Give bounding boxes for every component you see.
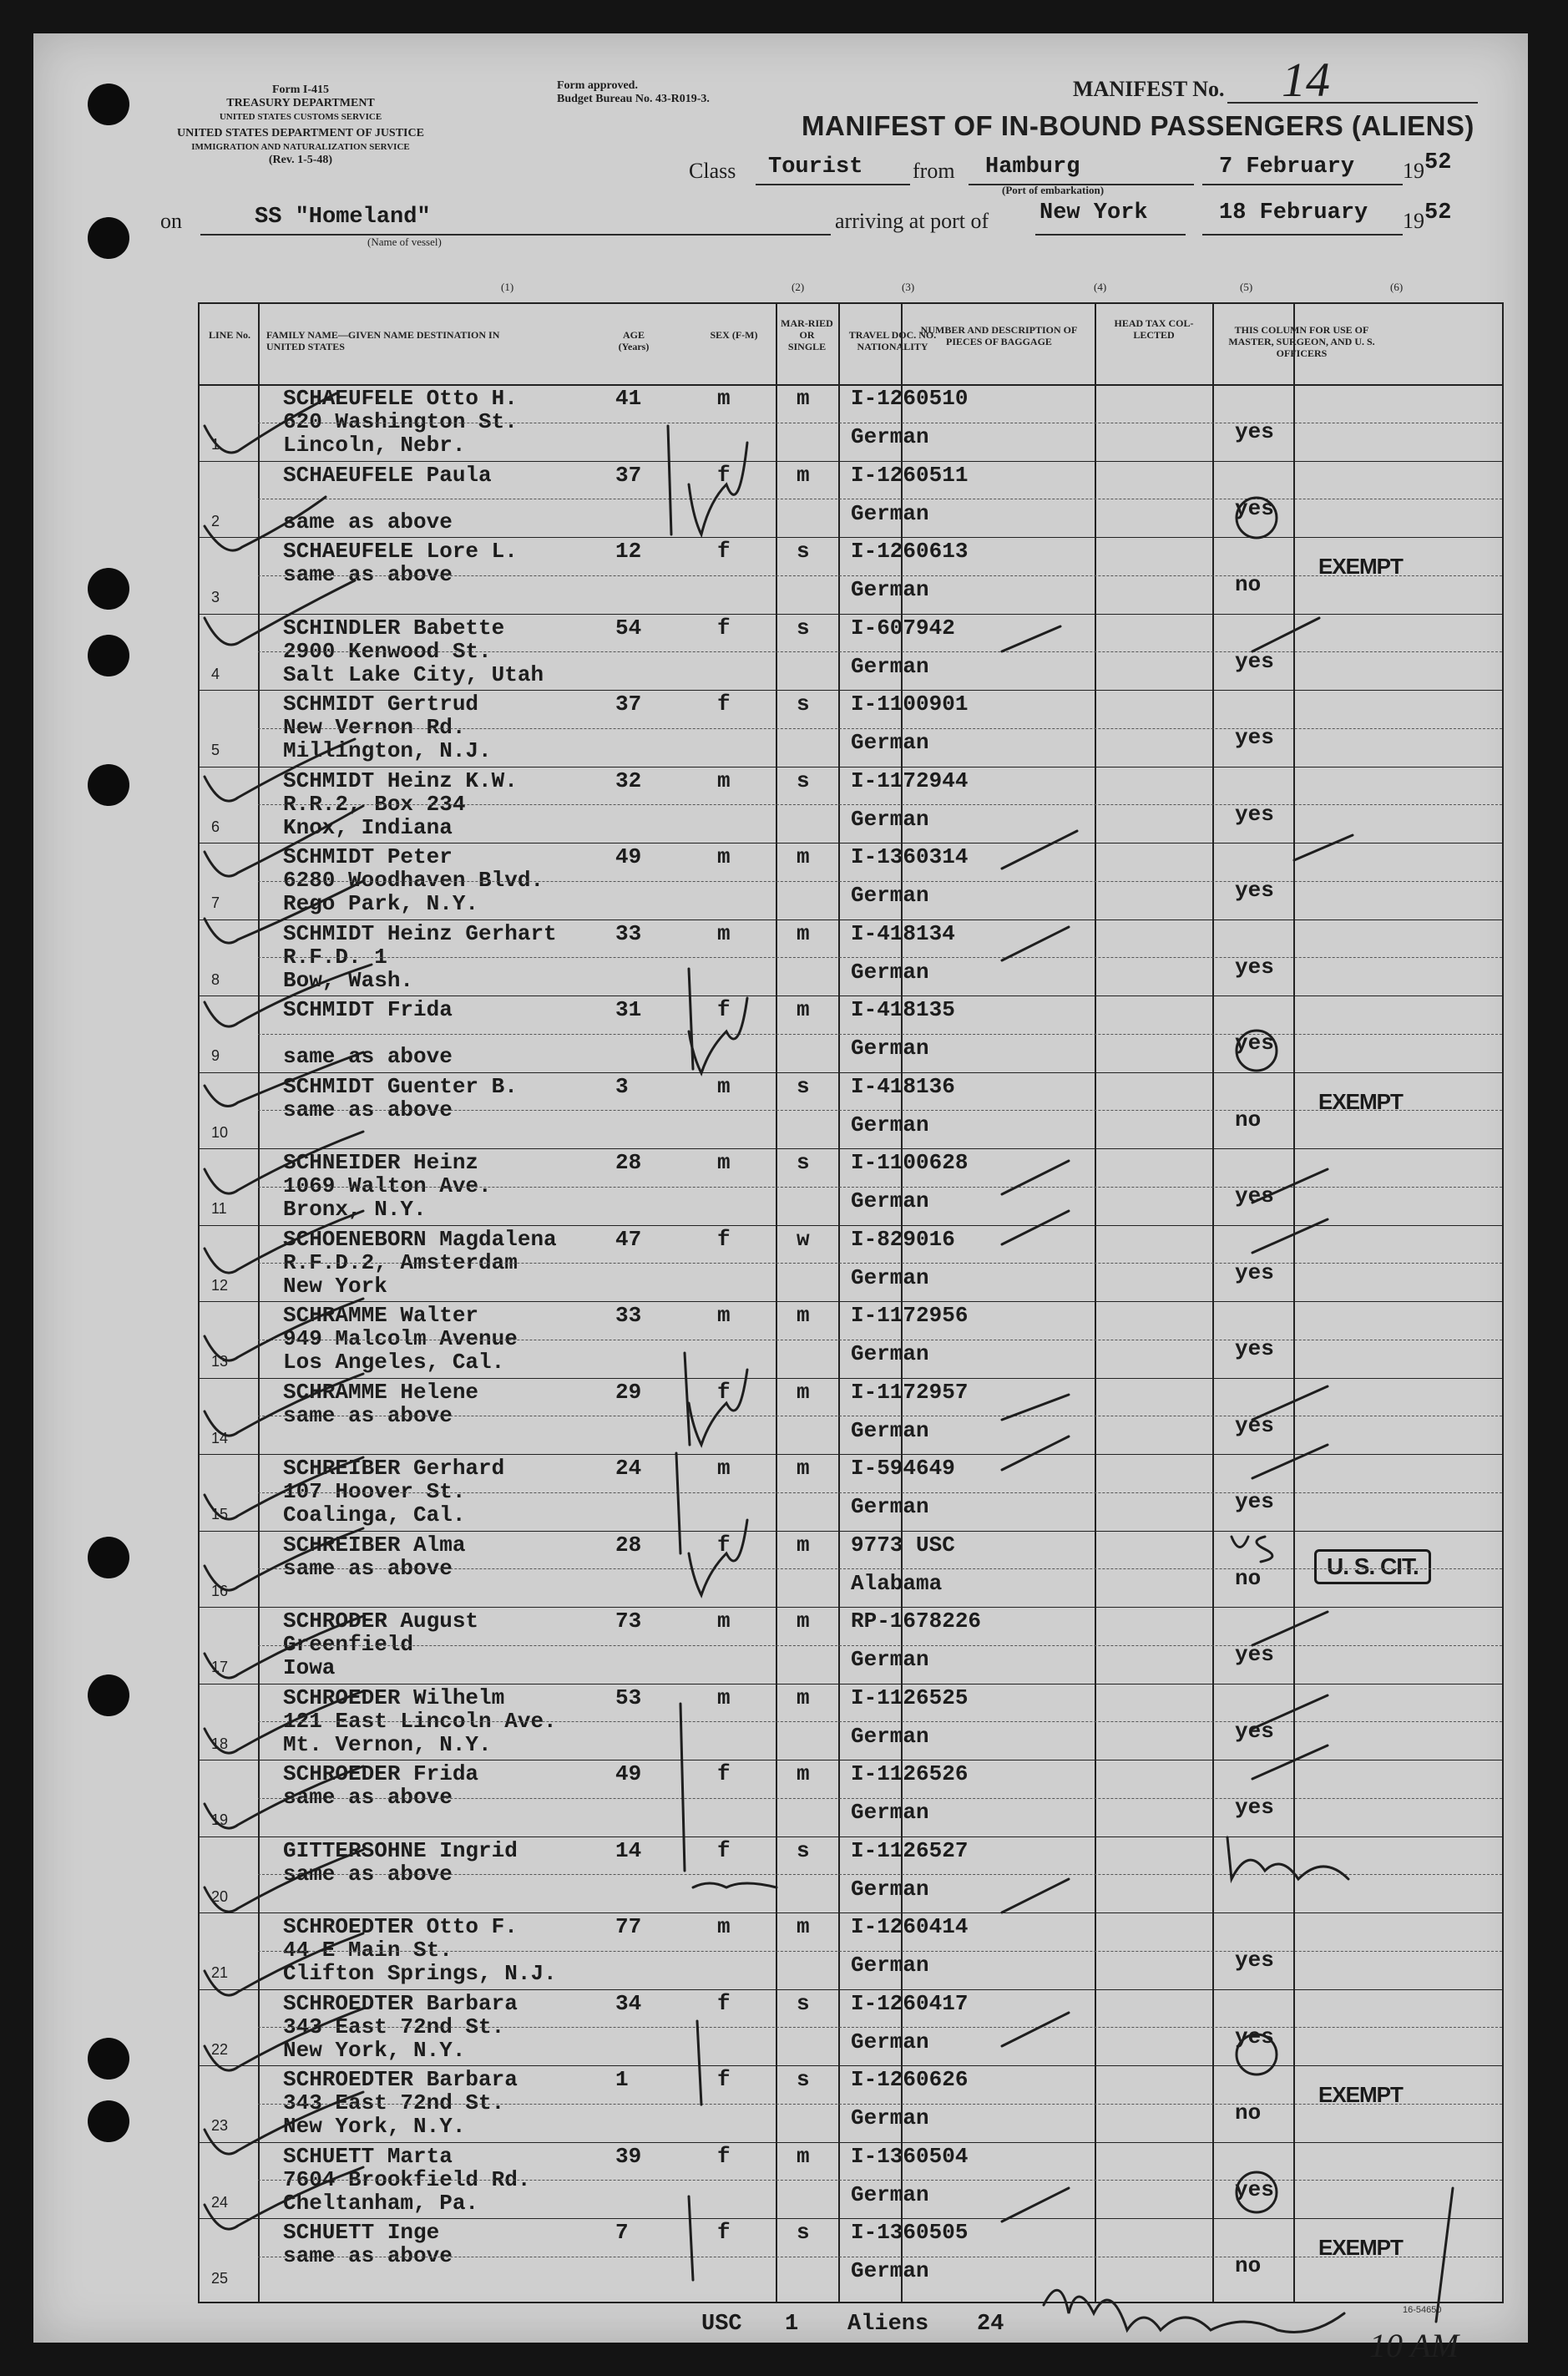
line-number: 23	[211, 2117, 229, 2134]
address-line-2: Iowa	[283, 1655, 336, 1680]
age: 28	[615, 1150, 642, 1175]
nationality: German	[851, 1953, 929, 1978]
sex: f	[717, 615, 731, 641]
officer-stamp: EXEMPT	[1318, 1088, 1403, 1114]
head-tax: yes	[1235, 1412, 1274, 1438]
passenger-name: SCHMIDT Heinz K.W.	[283, 768, 518, 793]
age: 7	[615, 2220, 629, 2245]
address-line-1: R.F.D.2, Amsterdam	[283, 1249, 518, 1275]
address-line-1: 343 East 72nd St.	[283, 2014, 505, 2039]
justice-dept: UNITED STATES DEPARTMENT OF JUSTICE	[177, 127, 424, 139]
marital-status: m	[797, 1532, 810, 1558]
address-line-2: Los Angeles, Cal.	[283, 1350, 505, 1375]
age: 34	[615, 1990, 642, 2016]
officer-stamp: EXEMPT	[1318, 2235, 1403, 2260]
marital-status: s	[797, 2067, 810, 2092]
travel-doc-no: I-1172957	[851, 1379, 969, 1405]
marital-status: m	[797, 1456, 810, 1481]
head-tax: yes	[1235, 2176, 1274, 2202]
passenger-name: GITTERSOHNE Ingrid	[283, 1837, 518, 1863]
manifest-no-value: 14	[1282, 53, 1330, 107]
line-number: 16	[211, 1582, 229, 1599]
passenger-name: SCHOENEBORN Magdalena	[283, 1226, 557, 1252]
officer-stamp: EXEMPT	[1318, 2082, 1403, 2107]
age: 3	[615, 1073, 629, 1099]
col-head-baggage: NUMBER AND DESCRIPTION OF PIECES OF BAGGAGE	[920, 324, 1078, 347]
col-head-name: FAMILY NAME—GIVEN NAME DESTINATION IN UNITED STATES	[266, 329, 500, 352]
nationality: German	[851, 2029, 929, 2054]
travel-doc-no: I-1360504	[851, 2143, 969, 2169]
marital-status: s	[797, 692, 810, 717]
sex: m	[717, 386, 731, 411]
address-line-1: 7604 Brookfield Rd.	[283, 2166, 531, 2192]
vessel-caption: (Name of vessel)	[367, 236, 442, 248]
column-number-4: (4)	[1094, 281, 1107, 293]
passenger-name: SCHMIDT Guenter B.	[283, 1073, 518, 1099]
nationality: German	[851, 1417, 929, 1443]
nationality: German	[851, 1494, 929, 1519]
sex: f	[717, 1761, 731, 1786]
nationality: German	[851, 1188, 929, 1213]
nationality: German	[851, 1876, 929, 1902]
address-line-2: same as above	[283, 509, 453, 534]
address-line-2: New York	[283, 1273, 387, 1299]
marital-status: s	[797, 2220, 810, 2245]
sex: f	[717, 1226, 731, 1252]
col-head-headtax: HEAD TAX COL-LECTED	[1114, 317, 1194, 341]
line-number: 10	[211, 1123, 229, 1141]
travel-doc-no: I-607942	[851, 615, 955, 641]
depart-year: 52	[1424, 150, 1452, 175]
travel-doc-no: 9773 USC	[851, 1532, 955, 1558]
passenger-name: SCHAEUFELE Otto H.	[283, 386, 518, 411]
line-number: 20	[211, 1887, 229, 1905]
head-tax: yes	[1235, 954, 1274, 980]
head-tax: no	[1235, 2100, 1262, 2125]
travel-doc-no: I-418136	[851, 1073, 955, 1099]
col-head-married: MAR-RIED OR SINGLE	[781, 317, 833, 352]
travel-doc-no: I-1260417	[851, 1990, 969, 2016]
line-number: 6	[211, 818, 220, 835]
marital-status: m	[797, 1379, 810, 1405]
sex: m	[717, 1684, 731, 1710]
passenger-name: SCHROEDER Wilhelm	[283, 1684, 505, 1710]
column-number-2: (2)	[792, 281, 805, 293]
passenger-name: SCHAEUFELE Lore L.	[283, 539, 518, 564]
passenger-name: SCHUETT Marta	[283, 2143, 453, 2169]
officer-stamp: EXEMPT	[1318, 554, 1403, 579]
arrival-date: 18 February	[1219, 200, 1368, 225]
column-number-1: (1)	[501, 281, 514, 293]
age: 31	[615, 997, 642, 1022]
passenger-name: SCHRAMME Helene	[283, 1379, 479, 1405]
marital-status: m	[797, 1761, 810, 1786]
customs-service: UNITED STATES CUSTOMS SERVICE	[219, 112, 382, 122]
address-line-2: Coalinga, Cal.	[283, 1502, 466, 1527]
form-id: Form I-415	[271, 84, 330, 96]
marital-status: m	[797, 462, 810, 488]
port-caption: (Port of embarkation)	[1002, 184, 1105, 196]
passenger-name: SCHROEDER Frida	[283, 1761, 479, 1786]
travel-doc-no: I-1260414	[851, 1914, 969, 1939]
age: 33	[615, 920, 642, 946]
address-line-2: Mt. Vernon, N.Y.	[283, 1731, 492, 1757]
nationality: German	[851, 653, 929, 679]
embark-port: Hamburg	[985, 155, 1080, 180]
age: 41	[615, 386, 642, 411]
nationality: German	[851, 806, 929, 832]
line-number: 5	[211, 742, 220, 758]
travel-doc-no: I-1260613	[851, 539, 969, 564]
travel-doc-no: I-1172944	[851, 768, 969, 793]
address-line-1: R.F.D. 1	[283, 944, 387, 970]
sex: f	[717, 1990, 731, 2016]
handwritten-marks	[33, 33, 1528, 2343]
head-tax: yes	[1235, 1948, 1274, 1973]
sex: f	[717, 1379, 731, 1405]
head-tax: yes	[1235, 1336, 1274, 1361]
col-head-line: LINE No.	[208, 329, 250, 341]
head-tax: no	[1235, 2253, 1262, 2278]
head-tax: yes	[1235, 1642, 1274, 1667]
age: 1	[615, 2067, 629, 2092]
vessel-name: SS "Homeland"	[255, 205, 431, 230]
travel-doc-no: I-1360314	[851, 844, 969, 869]
marital-status: m	[797, 997, 810, 1022]
arriving-label: arriving at port of	[835, 209, 989, 233]
age: 37	[615, 462, 642, 488]
footer-usc-count: 1	[785, 2312, 799, 2337]
address-line-2: Clifton Springs, N.J.	[283, 1961, 557, 1986]
head-tax: yes	[1235, 495, 1274, 521]
nationality: Alabama	[851, 1570, 943, 1596]
address-line-1: same as above	[283, 562, 453, 587]
age: 54	[615, 615, 642, 641]
age: 28	[615, 1532, 642, 1558]
age: 47	[615, 1226, 642, 1252]
nationality: German	[851, 883, 929, 908]
head-tax: no	[1235, 1107, 1262, 1132]
manifest-no-label: MANIFEST No.	[1073, 77, 1225, 101]
arrival-year-prefix: 19	[1403, 209, 1424, 233]
line-number: 3	[211, 589, 220, 605]
head-tax: yes	[1235, 725, 1274, 750]
age: 73	[615, 1608, 642, 1634]
address-line-2: Millington, N.J.	[283, 738, 492, 763]
marital-status: m	[797, 386, 810, 411]
nationality: German	[851, 730, 929, 755]
head-tax: yes	[1235, 878, 1274, 903]
passenger-name: SCHROEDTER Otto F.	[283, 1914, 518, 1939]
address-line-2: New York, N.Y.	[283, 2037, 466, 2063]
age: 39	[615, 2143, 642, 2169]
sex: m	[717, 1150, 731, 1175]
officer-stamp: U. S. CIT.	[1314, 1549, 1431, 1584]
form-revision: (Rev. 1-5-48)	[268, 154, 333, 166]
address-line-1: 107 Hoover St.	[283, 1479, 466, 1504]
passenger-name: SCHMIDT Heinz Gerhart	[283, 920, 557, 946]
address-line-1: 1069 Walton Ave.	[283, 1173, 492, 1198]
line-number: 21	[211, 1964, 229, 1981]
travel-doc-no: I-1126526	[851, 1761, 969, 1786]
col-head-sex: SEX (F-M)	[710, 329, 758, 341]
nationality: German	[851, 1341, 929, 1366]
footer-aliens-count: 24	[977, 2312, 1004, 2337]
arrival-year: 52	[1424, 200, 1452, 225]
address-line-1: R.R.2, Box 234	[283, 791, 466, 817]
address-line-2: same as above	[283, 1044, 453, 1069]
address-line-1: same as above	[283, 1402, 453, 1428]
head-tax: yes	[1235, 1718, 1274, 1744]
marital-status: m	[797, 1303, 810, 1328]
line-number: 14	[211, 1429, 229, 1446]
passenger-name: SCHAEUFELE Paula	[283, 462, 492, 488]
address-line-2: Salt Lake City, Utah	[283, 661, 544, 687]
line-number: 4	[211, 665, 220, 682]
age: 77	[615, 1914, 642, 1939]
address-line-2: Knox, Indiana	[283, 814, 453, 840]
age: 37	[615, 692, 642, 717]
travel-doc-no: I-1260510	[851, 386, 969, 411]
line-number: 9	[211, 1047, 220, 1064]
nationality: German	[851, 2105, 929, 2130]
age: 49	[615, 1761, 642, 1786]
sex: f	[717, 539, 731, 564]
address-line-1: same as above	[283, 1555, 453, 1581]
passenger-name: SCHRODER August	[283, 1608, 479, 1634]
nationality: German	[851, 2258, 929, 2283]
column-number-3: (3)	[902, 281, 915, 293]
passenger-name: SCHRAMME Walter	[283, 1303, 479, 1328]
line-number: 2	[211, 512, 220, 529]
time-note: 10 AM	[1369, 2327, 1459, 2364]
age: 49	[615, 844, 642, 869]
address-line-1: 2900 Kenwood St.	[283, 638, 492, 664]
marital-status: s	[797, 615, 810, 641]
marital-status: m	[797, 844, 810, 869]
from-label: from	[913, 159, 955, 183]
travel-doc-no: I-1100901	[851, 692, 969, 717]
class-label: Class	[689, 159, 736, 183]
age: 14	[615, 1837, 642, 1863]
arrival-port: New York	[1039, 200, 1148, 225]
year-prefix: 19	[1403, 159, 1424, 183]
nationality: German	[851, 500, 929, 526]
marital-status: m	[797, 920, 810, 946]
head-tax: no	[1235, 572, 1262, 597]
head-tax: yes	[1235, 648, 1274, 674]
address-line-1: same as above	[283, 1785, 453, 1810]
line-number: 11	[211, 1200, 227, 1217]
passenger-name: SCHINDLER Babette	[283, 615, 505, 641]
sex: f	[717, 692, 731, 717]
marital-status: m	[797, 1914, 810, 1939]
col-head-age: AGE (Years)	[618, 329, 650, 352]
travel-doc-no: RP-1678226	[851, 1608, 982, 1634]
sex: f	[717, 1532, 731, 1558]
line-number: 8	[211, 970, 220, 988]
head-tax: no	[1235, 1565, 1262, 1591]
sex: m	[717, 1456, 731, 1481]
travel-doc-no: I-1100628	[851, 1150, 969, 1175]
passenger-name: SCHMIDT Gertrud	[283, 692, 479, 717]
marital-status: m	[797, 1608, 810, 1634]
passenger-name: SCHROEDTER Barbara	[283, 1990, 518, 2016]
travel-doc-no: I-1260626	[851, 2067, 969, 2092]
line-number: 19	[211, 1811, 229, 1828]
sex: m	[717, 1914, 731, 1939]
head-tax: yes	[1235, 1795, 1274, 1820]
print-code: 16-54650	[1403, 2305, 1442, 2315]
sex: f	[717, 2220, 731, 2245]
travel-doc-no: I-829016	[851, 1226, 955, 1252]
passenger-name: SCHMIDT Peter	[283, 844, 453, 869]
sex: f	[717, 2067, 731, 2092]
line-number: 18	[211, 1735, 229, 1752]
age: 24	[615, 1456, 642, 1481]
sex: m	[717, 1303, 731, 1328]
passenger-name: SCHREIBER Gerhard	[283, 1456, 505, 1481]
marital-status: s	[797, 1837, 810, 1863]
marital-status: s	[797, 1990, 810, 2016]
age: 33	[615, 1303, 642, 1328]
col-head-doc: TRAVEL DOC. NO. NATIONALITY	[848, 329, 937, 352]
address-line-1: same as above	[283, 1861, 453, 1887]
nationality: German	[851, 1800, 929, 1825]
line-number: 17	[211, 1659, 229, 1675]
travel-doc-no: I-1260511	[851, 462, 969, 488]
line-number: 24	[211, 2193, 229, 2211]
address-line-1: same as above	[283, 2243, 453, 2268]
nationality: German	[851, 1036, 929, 1061]
travel-doc-no: I-1126525	[851, 1684, 969, 1710]
travel-doc-no: I-1360505	[851, 2220, 969, 2245]
address-line-1: 343 East 72nd St.	[283, 2090, 505, 2115]
nationality: German	[851, 577, 929, 602]
head-tax: yes	[1235, 419, 1274, 444]
sex: m	[717, 1608, 731, 1634]
nationality: German	[851, 1647, 929, 1672]
marital-status: w	[797, 1226, 810, 1252]
address-line-1: 620 Washington St.	[283, 409, 518, 434]
nationality: German	[851, 2181, 929, 2207]
passenger-name: SCHNEIDER Heinz	[283, 1150, 479, 1175]
nationality: German	[851, 959, 929, 985]
age: 53	[615, 1684, 642, 1710]
age: 29	[615, 1379, 642, 1405]
marital-status: s	[797, 1073, 810, 1099]
travel-doc-no: I-1126527	[851, 1837, 969, 1863]
marital-status: m	[797, 2143, 810, 2169]
address-line-2: Cheltanham, Pa.	[283, 2190, 479, 2216]
treasury-dept: TREASURY DEPARTMENT	[226, 97, 375, 109]
travel-doc-no: I-1172956	[851, 1303, 969, 1328]
sex: f	[717, 1837, 731, 1863]
line-number: 12	[211, 1276, 229, 1294]
footer-usc-label: USC	[701, 2312, 742, 2337]
head-tax: yes	[1235, 1259, 1274, 1285]
marital-status: m	[797, 1684, 810, 1710]
head-tax: yes	[1235, 2024, 1274, 2049]
column-number-5: (5)	[1240, 281, 1253, 293]
head-tax: yes	[1235, 1489, 1274, 1514]
head-tax: yes	[1235, 1183, 1274, 1208]
nationality: German	[851, 1723, 929, 1749]
marital-status: s	[797, 768, 810, 793]
nationality: German	[851, 1112, 929, 1137]
sex: m	[717, 920, 731, 946]
age: 12	[615, 539, 642, 564]
line-number: 7	[211, 894, 220, 911]
line-number: 15	[211, 1506, 229, 1522]
address-line-1: 44 E Main St.	[283, 1938, 453, 1963]
sex: f	[717, 462, 731, 488]
line-number: 13	[211, 1353, 229, 1370]
sex: f	[717, 2143, 731, 2169]
sex: f	[717, 997, 731, 1022]
ins-service: IMMIGRATION AND NATURALIZATION SERVICE	[191, 142, 410, 152]
passenger-name: SCHMIDT Frida	[283, 997, 453, 1022]
address-line-1: 949 Malcolm Avenue	[283, 1326, 518, 1351]
passenger-name: SCHUETT Inge	[283, 2220, 440, 2245]
footer-aliens-label: Aliens	[847, 2312, 929, 2337]
address-line-1: same as above	[283, 1097, 453, 1122]
approved-text: Form approved.	[557, 79, 638, 92]
address-line-2: New York, N.Y.	[283, 2114, 466, 2139]
head-tax: yes	[1235, 1031, 1274, 1056]
col-head-officers: THIS COLUMN FOR USE OF MASTER, SURGEON, AND U. S. OFFICERS	[1228, 324, 1375, 359]
address-line-2: Rego Park, N.Y.	[283, 891, 479, 916]
address-line-2: Bow, Wash.	[283, 967, 414, 993]
on-label: on	[160, 209, 182, 233]
address-line-2: Bronx, N.Y.	[283, 1197, 427, 1222]
depart-date: 7 February	[1219, 155, 1355, 180]
nationality: German	[851, 1264, 929, 1290]
manifest-title: MANIFEST OF IN-BOUND PASSENGERS (ALIENS)	[802, 110, 1474, 141]
nationality: German	[851, 424, 929, 449]
address-line-2: Lincoln, Nebr.	[283, 433, 466, 458]
marital-status: s	[797, 1150, 810, 1175]
address-line-1: 6280 Woodhaven Blvd.	[283, 868, 544, 893]
address-line-1: Greenfield	[283, 1632, 414, 1657]
travel-doc-no: I-418135	[851, 997, 955, 1022]
line-number: 1	[211, 436, 220, 453]
sex: m	[717, 844, 731, 869]
marital-status: s	[797, 539, 810, 564]
passenger-name: SCHREIBER Alma	[283, 1532, 466, 1558]
age: 32	[615, 768, 642, 793]
line-number: 25	[211, 2270, 229, 2287]
head-tax: yes	[1235, 801, 1274, 827]
column-number-6: (6)	[1390, 281, 1404, 293]
manifest-page	[33, 33, 1528, 2364]
passenger-name: SCHROEDTER Barbara	[283, 2067, 518, 2092]
line-number: 22	[211, 2040, 229, 2058]
sex: m	[717, 768, 731, 793]
travel-doc-no: I-594649	[851, 1456, 955, 1481]
budget-text: Budget Bureau No. 43-R019-3.	[557, 93, 710, 105]
travel-doc-no: I-418134	[851, 920, 955, 946]
sex: m	[717, 1073, 731, 1099]
address-line-1: 121 East Lincoln Ave.	[283, 1708, 557, 1734]
class-value: Tourist	[768, 155, 863, 180]
address-line-1: New Vernon Rd.	[283, 715, 466, 740]
